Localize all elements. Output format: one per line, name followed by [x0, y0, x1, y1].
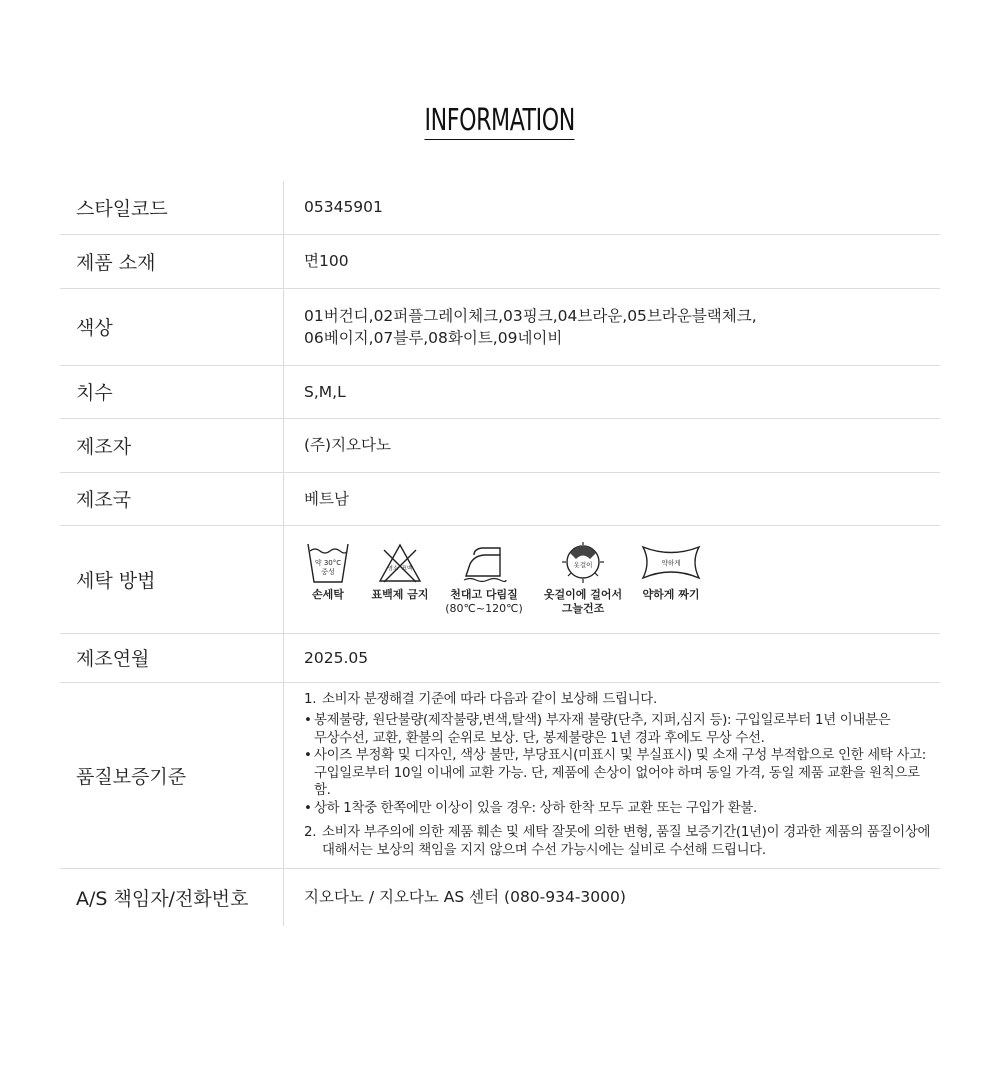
- hand-wash-inner-line2: 중성: [321, 568, 335, 576]
- page-title-wrap: [0, 104, 1000, 140]
- iron-icon: [460, 542, 508, 584]
- quality-item-1-num: 1.: [304, 691, 317, 707]
- row-wash: [60, 525, 940, 633]
- row-maker: [60, 418, 940, 472]
- wash-tub-icon: [306, 542, 350, 584]
- shade-dry-label-line2: 그늘건조: [561, 602, 605, 615]
- quality-text: [304, 691, 940, 860]
- quality-bullet-1-line1: 봉제불량, 원단불량(제작불량,변색,탈색) 부자재 불량(단추, 지퍼,심지 등): 구입일로부터 1년 이내분은: [314, 713, 891, 729]
- size-value: S,M,L: [284, 365, 941, 418]
- quality-bullet-1: [304, 712, 940, 747]
- quality-item-2-line1: 소비자 부주의에 의한 제품 훼손 및 세탁 잘못에 의한 변형, 품질 보증기간(1년)이 경과한 제품의 품질이상에: [322, 825, 931, 841]
- row-as: [60, 868, 940, 926]
- info-table: [60, 181, 940, 926]
- no-bleach-label: 표백제 금지: [371, 588, 429, 601]
- maker-value: (주)지오다노: [284, 418, 941, 472]
- page-title: INFORMATION: [424, 103, 576, 138]
- wring-inner: 약하게: [661, 559, 681, 567]
- quality-item-2-num: 2.: [304, 825, 317, 841]
- no-bleach-inner-left: 염소: [387, 566, 399, 572]
- care-shade-dry: [542, 542, 624, 616]
- row-date: [60, 633, 940, 682]
- date-value: 2025.05: [284, 633, 941, 682]
- color-value: [284, 288, 941, 365]
- quality-value: [284, 682, 941, 868]
- quality-item-1: [304, 691, 940, 709]
- care-iron: [446, 542, 522, 615]
- quality-bullet-2-line2: 구입일로부터 10일 이내에 교환 가능. 단, 제품에 손상이 없어야 하며 동일 가격, 동일 제품 교환을 원칙으로 함.: [314, 765, 920, 799]
- wash-value: [284, 525, 941, 633]
- row-quality: [60, 682, 940, 868]
- date-label: 제조연월: [60, 633, 284, 682]
- country-label: 제조국: [60, 472, 284, 525]
- care-hand-wash: [304, 542, 352, 602]
- quality-bullet-2-line1: 사이즈 부정확 및 디자인, 색상 불만, 부당표시(미표시 및 부실표시) 및 소재 구성 부적합으로 인한 세탁 사고:: [314, 748, 927, 764]
- shade-dry-label-line1: 옷걸이에 걸어서: [543, 588, 623, 601]
- style-code-label: 스타일코드: [60, 181, 284, 234]
- quality-bullet-3-text: 상하 1착중 한쪽에만 이상이 있을 경우: 상하 한착 모두 교환 또는 구입가 환불.: [314, 800, 757, 816]
- bullet-mark: •: [304, 713, 312, 729]
- bullet-mark: •: [304, 800, 312, 816]
- quality-item-1-text: 소비자 분쟁해결 기준에 따라 다음과 같이 보상해 드립니다.: [322, 691, 657, 707]
- material-value: 면100: [284, 234, 941, 288]
- row-material: [60, 234, 940, 288]
- care-gentle-wring: [638, 542, 704, 602]
- hand-wash-inner-line1: 약 30°C: [314, 559, 342, 567]
- care-icons: [304, 542, 940, 616]
- as-value: 지오다노 / 지오다노 AS 센터 (080-934-3000): [304, 888, 626, 907]
- shade-dry-inner: 옷걸이: [573, 561, 593, 569]
- quality-item-2: [304, 824, 940, 859]
- iron-label: 천대고 다림질: [450, 588, 518, 601]
- quality-item-2-line2: 대해서는 보상의 책임을 지지 않으며 수선 가능시에는 실비로 수선해 드립니다.: [322, 842, 766, 858]
- material-label: 제품 소재: [60, 234, 284, 288]
- care-no-bleach: [370, 542, 430, 602]
- wring-icon: [641, 542, 701, 584]
- color-label: 색상: [60, 288, 284, 365]
- row-size: [60, 365, 940, 418]
- iron-temp: (80℃~120℃): [445, 602, 523, 615]
- no-bleach-inner-right: 표백: [401, 566, 413, 572]
- maker-label: 제조자: [60, 418, 284, 472]
- shade-dry-icon: [560, 542, 606, 584]
- bullet-mark: •: [304, 748, 312, 764]
- quality-bullet-1-line2: 무상수선, 교환, 환불의 순위로 보상. 단, 봉제불량은 1년 경과 후에도 무상 수선.: [314, 730, 765, 746]
- style-code-value: 05345901: [284, 181, 941, 234]
- size-label: 치수: [60, 365, 284, 418]
- wash-label: 세탁 방법: [60, 525, 284, 633]
- quality-bullet-2: [304, 747, 940, 800]
- row-country: [60, 472, 940, 525]
- color-value-line2: 06베이지,07블루,08화이트,09네이비: [304, 328, 563, 347]
- as-label: A/S 책임자/전화번호: [60, 868, 284, 926]
- row-style-code: [60, 181, 940, 234]
- wring-label: 약하게 짜기: [642, 588, 700, 601]
- no-bleach-icon: [378, 542, 422, 584]
- row-color: [60, 288, 940, 365]
- hand-wash-label: 손세탁: [312, 588, 344, 601]
- quality-label: 품질보증기준: [60, 682, 284, 868]
- color-value-line1: 01버건디,02퍼플그레이체크,03핑크,04브라운,05브라운블랙체크,: [304, 306, 757, 325]
- quality-bullet-3: [304, 800, 940, 818]
- country-value: 베트남: [284, 472, 941, 525]
